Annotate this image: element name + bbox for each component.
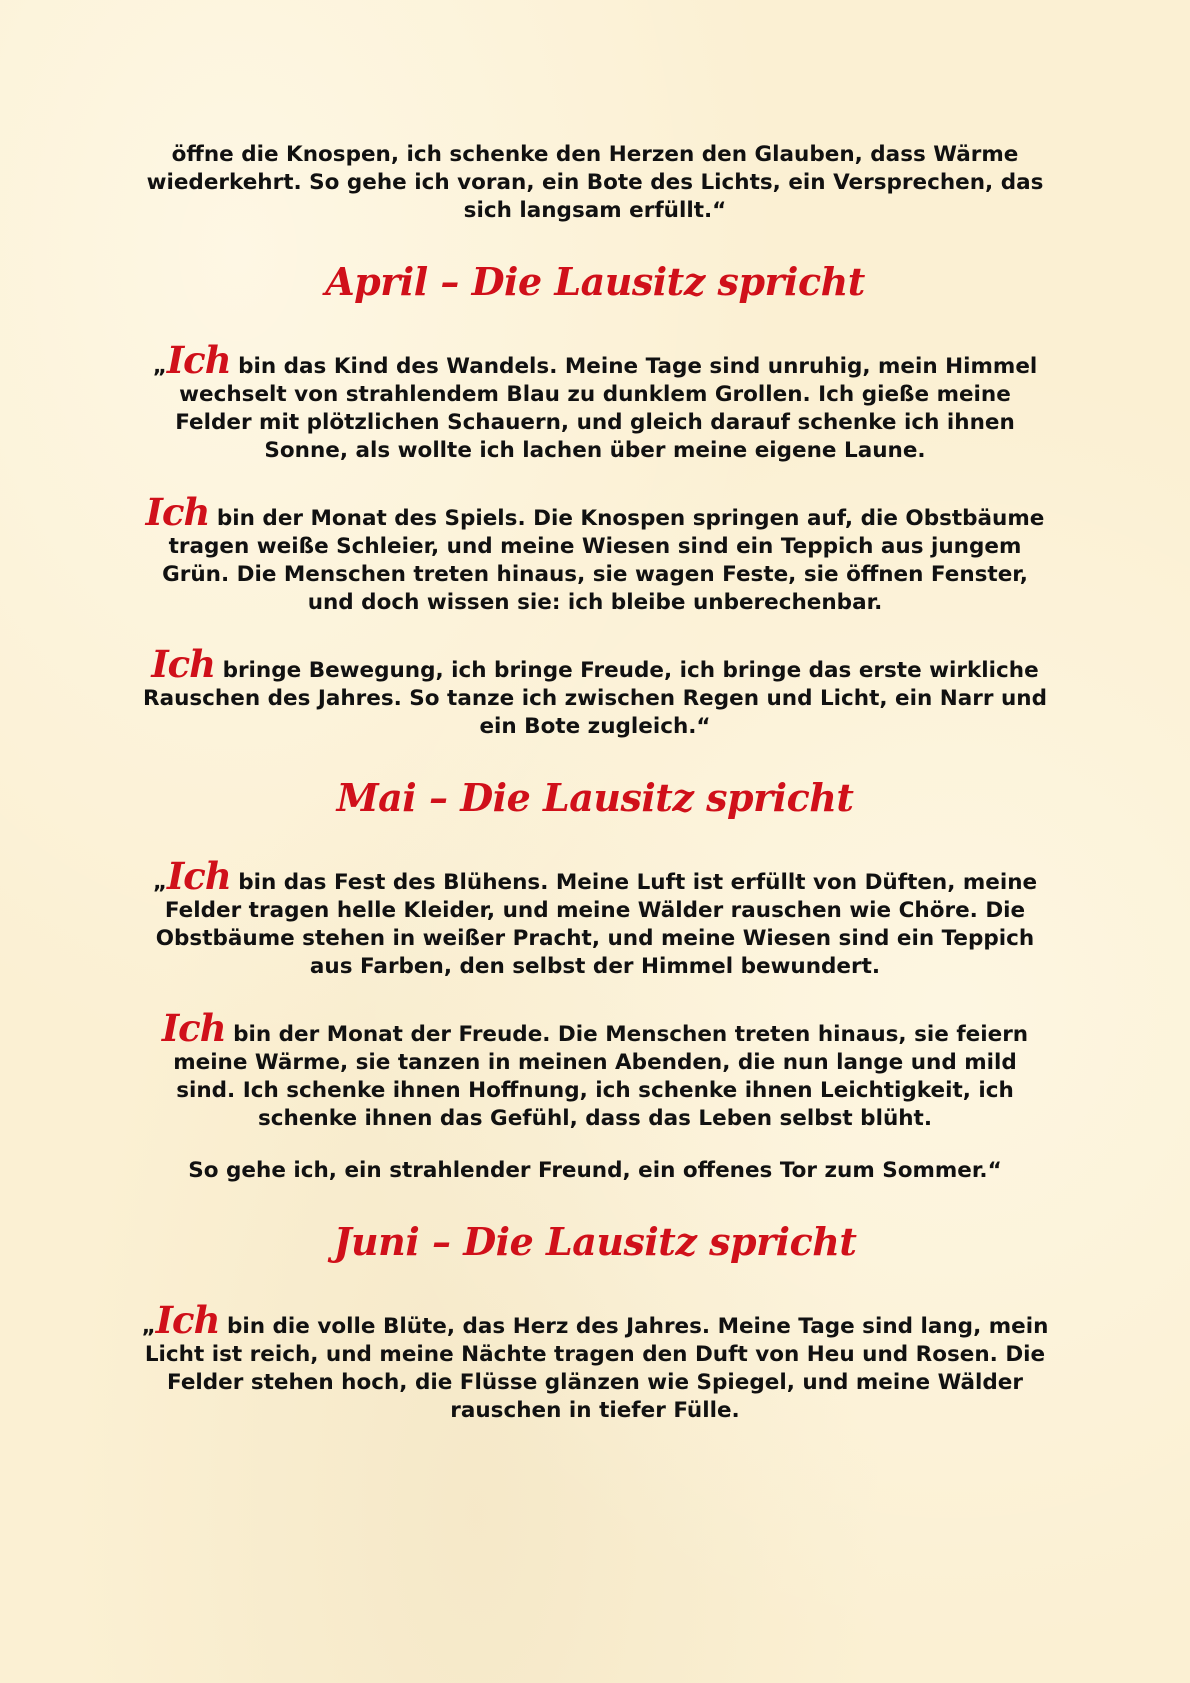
paragraph bbox=[140, 642, 1050, 741]
decorative-initial-word: Ich bbox=[151, 642, 216, 686]
paragraph-text: bin der Monat der Freude. Die Menschen treten hinaus, sie feiern meine Wärme, sie tanzen in meinen Abenden, die nun lange und mild sind. Ich schenke ihnen Hoffnung, ich schenke ihnen Leichtigkeit, ich schenke ihnen das Gefühl, dass das Leben selbst blüht. bbox=[173, 1022, 1029, 1131]
paragraph bbox=[140, 338, 1050, 465]
decorative-initial-word: Ich bbox=[155, 1298, 220, 1342]
paragraph-text: bin das Fest des Blühens. Meine Luft ist erfüllt von Düften, meine Felder tragen helle Kleider, und meine Wälder rauschen wie Chöre. Die Obstbäume stehen in weißer Pracht, und meine Wiesen sind ein Teppich aus Farben, den selbst der Himmel bewundert. bbox=[155, 870, 1038, 979]
opening-quote: „ bbox=[152, 354, 167, 379]
paragraph bbox=[140, 490, 1050, 617]
paragraph bbox=[140, 1006, 1050, 1133]
section-heading-juni: Juni – Die Lausitz spricht bbox=[333, 1219, 857, 1264]
closing-paragraph: So gehe ich, ein strahlender Freund, ein offenes Tor zum Sommer.“ bbox=[188, 1158, 1002, 1183]
paragraph-text: bin der Monat des Spiels. Die Knospen springen auf, die Obstbäume tragen weiße Schleier, und meine Wiesen sind ein Teppich aus jungem Grün. Die Menschen treten hinaus, sie wagen Feste, sie öffnen Fenster, und doch wissen sie: ich bleibe unberechenbar. bbox=[162, 506, 1045, 615]
intro-paragraph: öffne die Knospen, ich schenke den Herzen den Glauben, dass Wärme wiederkehrt. So gehe ich voran, ein Bote des Lichts, ein Versprechen, das sich langsam erfüllt.“ bbox=[146, 142, 1044, 223]
opening-quote: „ bbox=[141, 1314, 156, 1339]
section-heading-mai: Mai – Die Lausitz spricht bbox=[336, 775, 854, 820]
opening-quote: „ bbox=[152, 870, 167, 895]
paragraph-text: bin die volle Blüte, das Herz des Jahres. Meine Tage sind lang, mein Licht ist reich, und meine Nächte tragen den Duft von Heu und Rosen. Die Felder stehen hoch, die Flüsse glänzen wie Spiegel, und meine Wälder rauschen in tiefer Fülle. bbox=[144, 1314, 1049, 1423]
decorative-initial-word: Ich bbox=[145, 490, 210, 534]
decorative-initial-word: Ich bbox=[166, 854, 231, 898]
paragraph bbox=[140, 854, 1050, 981]
paragraph-text: bringe Bewegung, ich bringe Freude, ich bringe das erste wirkliche Rauschen des Jahres. So tanze ich zwischen Regen und Licht, ein Narr und ein Bote zugleich.“ bbox=[143, 658, 1047, 739]
decorative-initial-word: Ich bbox=[166, 338, 231, 382]
paragraph bbox=[140, 1298, 1050, 1425]
section-heading-april: April – Die Lausitz spricht bbox=[325, 259, 865, 304]
paragraph-text: bin das Kind des Wandels. Meine Tage sind unruhig, mein Himmel wechselt von strahlendem Blau zu dunklem Grollen. Ich gieße meine Felder mit plötzlichen Schauern, und gleich darauf schenke ich ihnen Sonne, als wollte ich lachen über meine eigene Laune. bbox=[175, 354, 1038, 463]
decorative-initial-word: Ich bbox=[161, 1006, 226, 1050]
